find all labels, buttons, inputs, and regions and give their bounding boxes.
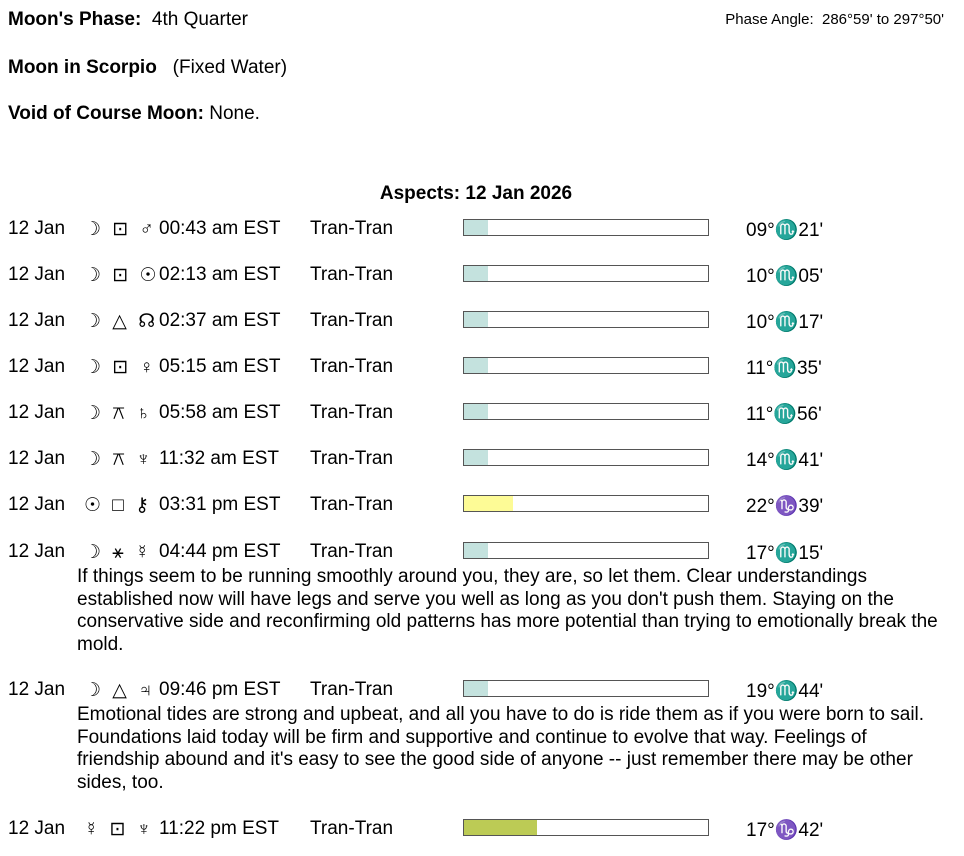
aspect-position: 17°♏15' [746, 543, 824, 564]
aspect-row [0, 306, 964, 334]
strength-bar [463, 403, 709, 420]
aspect-date: 12 Jan [8, 402, 66, 423]
aspect-position: 14°♏41' [746, 450, 824, 471]
aspect-glyphs: ☽ ⚹ ☿ [84, 542, 153, 563]
strength-bar-fill [464, 266, 488, 281]
aspect-description: If things seem to be running smoothly around you, they are, so let them. Clear understandings established now will have legs and serve you well as long as you don't push them. Staying on the conservative side and reconfirming old patterns has more potential than trying to emotionally break the mold. [77, 566, 938, 655]
moon-phase-label: Moon's Phase: [8, 9, 142, 30]
strength-bar-fill [464, 681, 488, 696]
aspect-date: 12 Jan [8, 818, 66, 839]
aspect-time: 05:58 am EST [159, 402, 281, 423]
aspect-type: Tran-Tran [310, 448, 394, 469]
phase-angle-value: 286°59' to 297°50' [822, 11, 944, 28]
aspect-type: Tran-Tran [310, 541, 394, 562]
aspect-date: 12 Jan [8, 448, 66, 469]
strength-bar [463, 542, 709, 559]
aspect-row [0, 537, 964, 565]
strength-bar [463, 680, 709, 697]
moon-phase-line [8, 9, 248, 31]
aspect-time: 02:37 am EST [159, 310, 281, 331]
aspect-type: Tran-Tran [310, 494, 394, 515]
aspect-row [0, 260, 964, 288]
strength-bar [463, 495, 709, 512]
aspect-type: Tran-Tran [310, 679, 394, 700]
aspect-date: 12 Jan [8, 541, 66, 562]
aspect-row [0, 398, 964, 426]
strength-bar [463, 265, 709, 282]
aspect-time: 03:31 pm EST [159, 494, 281, 515]
strength-bar-fill [464, 312, 488, 327]
aspect-date: 12 Jan [8, 494, 66, 515]
aspect-row [0, 352, 964, 380]
strength-bar [463, 311, 709, 328]
aspect-row [0, 490, 964, 518]
void-of-course-value: None. [209, 103, 260, 124]
aspect-date: 12 Jan [8, 356, 66, 377]
aspect-time: 11:32 am EST [159, 448, 280, 469]
strength-bar-fill [464, 450, 488, 465]
aspect-date: 12 Jan [8, 264, 66, 285]
aspect-position: 11°♏56' [746, 404, 822, 425]
strength-bar [463, 219, 709, 236]
aspect-position: 22°♑39' [746, 496, 824, 517]
strength-bar-fill [464, 220, 488, 235]
aspect-type: Tran-Tran [310, 218, 394, 239]
strength-bar-fill [464, 543, 488, 558]
aspect-glyphs: ☽ ⚻ ♄ [84, 403, 154, 424]
phase-angle-label: Phase Angle: [725, 11, 814, 28]
void-of-course-line [8, 103, 260, 125]
aspect-position: 17°♑42' [746, 820, 824, 841]
aspect-type: Tran-Tran [310, 402, 394, 423]
aspect-date: 12 Jan [8, 310, 66, 331]
aspect-position: 09°♏21' [746, 220, 824, 241]
aspect-glyphs: ☿ ⊡ ♆ [84, 819, 154, 840]
aspect-row [0, 444, 964, 472]
aspect-glyphs: ☽ ⊡ ♂ [84, 219, 157, 240]
moon-sign-line [8, 57, 287, 79]
aspects-title: Aspects: 12 Jan 2026 [379, 183, 573, 204]
aspect-row [0, 214, 964, 242]
aspect-date: 12 Jan [8, 679, 66, 700]
aspect-time: 00:43 am EST [159, 218, 281, 239]
aspect-type: Tran-Tran [310, 356, 394, 377]
aspect-row [0, 675, 964, 703]
strength-bar [463, 819, 709, 836]
aspect-time: 05:15 am EST [159, 356, 281, 377]
moon-sign-value: (Fixed Water) [172, 57, 288, 78]
phase-angle-line [725, 11, 944, 28]
aspect-time: 11:22 pm EST [159, 818, 280, 839]
aspect-glyphs: ☽ ⊡ ☉ [84, 265, 160, 286]
aspect-position: 19°♏44' [746, 681, 824, 702]
aspect-description: Emotional tides are strong and upbeat, and all you have to do is ride them as if you were born to sail. Foundations laid today will be firm and supportive and continue to evolve that way. Feelings of friendship abound and it's easy to see the good side of anyone -- just remember there may be other sides, too. [77, 704, 925, 793]
aspect-type: Tran-Tran [310, 818, 394, 839]
aspect-glyphs: ☽ △ ♃ [84, 680, 156, 701]
aspect-glyphs: ☽ ⚻ ♆ [84, 449, 154, 470]
void-of-course-label: Void of Course Moon: [8, 103, 204, 124]
strength-bar [463, 449, 709, 466]
aspect-type: Tran-Tran [310, 310, 394, 331]
aspect-glyphs: ☉ □ ⚷ [84, 495, 152, 516]
aspect-time: 02:13 am EST [159, 264, 281, 285]
strength-bar-fill [464, 358, 488, 373]
aspect-glyphs: ☽ ⊡ ♀ [84, 357, 157, 378]
moon-phase-value: 4th Quarter [151, 9, 248, 30]
strength-bar-fill [464, 820, 537, 835]
aspect-time: 04:44 pm EST [159, 541, 281, 562]
strength-bar [463, 357, 709, 374]
aspect-position: 11°♏35' [746, 358, 822, 379]
strength-bar-fill [464, 404, 488, 419]
aspect-position: 10°♏17' [746, 312, 824, 333]
aspect-position: 10°♏05' [746, 266, 824, 287]
aspect-glyphs: ☽ △ ☊ [84, 311, 159, 332]
aspect-time: 09:46 pm EST [159, 679, 281, 700]
strength-bar-fill [464, 496, 513, 511]
aspect-type: Tran-Tran [310, 264, 394, 285]
aspect-row [0, 814, 964, 842]
moon-sign-label: Moon in Scorpio [8, 57, 157, 78]
aspect-date: 12 Jan [8, 218, 66, 239]
